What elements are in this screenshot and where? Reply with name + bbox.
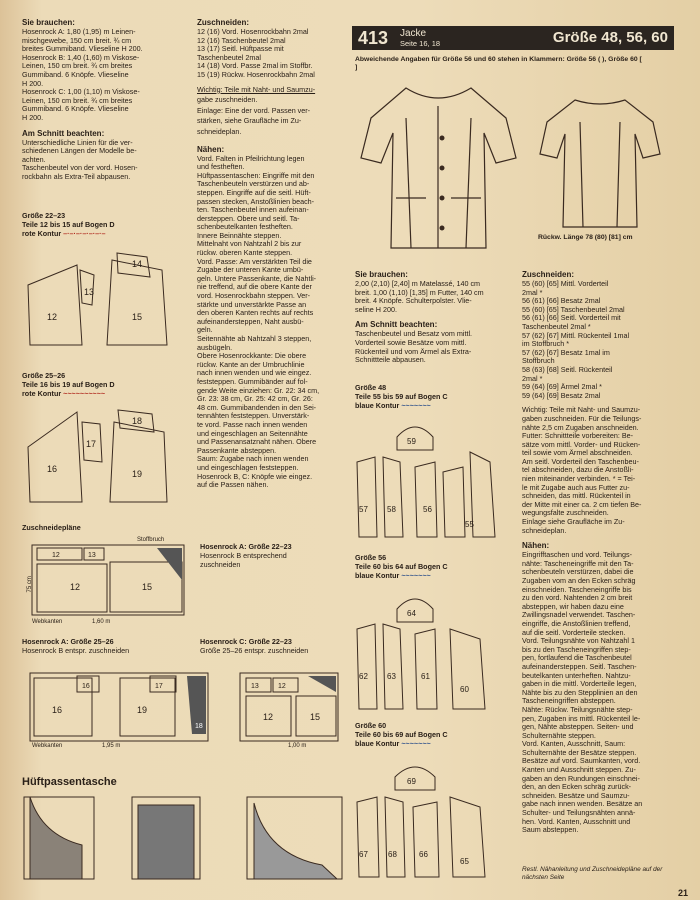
c4-cut-line: 55 (60) [65] Taschenbeutel 2mal xyxy=(522,304,625,314)
page-number: 21 xyxy=(677,888,688,898)
c3-cut-title: Am Schnitt beachten: xyxy=(355,320,438,330)
c4-wichtig-line: nien miteinander verbinden. * = Tei- xyxy=(522,474,636,484)
sew-line: Vord. Passe: Am verstärkten Teil die xyxy=(197,256,312,266)
c3-need-title: Sie brauchen: xyxy=(355,270,408,279)
c4-sew-line: pen, Zugaben ins mittl. Rückenteil le- xyxy=(522,713,641,723)
sew-list xyxy=(197,155,342,490)
c4-wichtig-line: der Mitte mit einer ca. 2 cm tiefen Be- xyxy=(522,499,642,509)
c4-sew-line: Schulter- und Teilungsnähten annä- xyxy=(522,808,636,818)
sew-line: und festheften. xyxy=(197,162,245,172)
c4-sew-line: gaben an den Rundungen einschnei- xyxy=(522,773,640,783)
c4-sew-line: Eingrifftaschen und vord. Teilungs- xyxy=(522,550,633,560)
einlage-line1: Einlage: Eine der vord. Passen ver- xyxy=(197,105,311,115)
column-1 xyxy=(22,18,187,182)
sew-line: Hüftpassentaschen: Eingriffe mit den xyxy=(197,170,315,180)
pattern-size-22-23 xyxy=(22,245,172,355)
cut-note-line: achten. xyxy=(22,154,46,164)
c4-wichtig-line: nähte 2,5 cm Zugaben anschneiden. xyxy=(522,422,639,432)
c4-wichtig-line: tel abschneiden, dazu die Anstoßli- xyxy=(522,465,634,475)
c4-sew-line: absteppen, wir haben dazu eine xyxy=(522,601,624,611)
sew-line: Mittelnaht von Nahtzahl 2 bis zur xyxy=(197,239,302,249)
cut-note-line: Taschenbeutel von der vord. Hosen- xyxy=(22,163,138,173)
svg-text:12: 12 xyxy=(70,582,81,592)
layout-plan-a-22-23 xyxy=(22,537,187,628)
svg-text:16: 16 xyxy=(52,705,63,715)
pattern-size-25-26 xyxy=(22,402,172,512)
need-line: Leinen, 150 cm breit. ¾ cm breites xyxy=(22,95,133,105)
size1-sub: Teile 12 bis 15 auf Bogen D xyxy=(22,220,115,229)
sew-line: geln. Untere Passenkante, die Nahtli- xyxy=(197,273,317,283)
c4-sew-line: gen, Nähte absteppen. Seiten- und xyxy=(522,722,634,732)
piece-62: 62 xyxy=(359,672,368,681)
piece-18: 18 xyxy=(132,416,143,426)
sew-line: und Passenansatznaht nähen. Obere xyxy=(197,437,317,447)
stoffbruch-label: Stoffbruch xyxy=(137,537,165,543)
sew-line: rückw. Kante an der Umbruchlinie xyxy=(197,359,305,369)
wichtig-line1 xyxy=(197,86,342,95)
sew-line: Gr. 23: 38 cm, Gr. 25: 42 cm, Gr. 26: xyxy=(197,394,313,404)
width-label-3: 1,00 m xyxy=(288,743,307,749)
sew-line: ten. Taschenbeutel innen aufeinan- xyxy=(197,205,309,215)
pattern-number: 413 xyxy=(358,28,389,48)
piece-58: 58 xyxy=(387,505,396,514)
sew-line: und eingeschlagen an Seitennähte xyxy=(197,428,308,438)
cut-note-line: schiedenen Längen der Modelle be- xyxy=(22,146,137,156)
piece-61: 61 xyxy=(421,672,430,681)
c4-cut-line: 55 (60) [65] Mittl. Vorderteil xyxy=(522,279,609,288)
sew-line: auf die Passen nähen. xyxy=(197,480,269,490)
sew-line: gende Weite einziehen: Gr. 22: 34 cm, xyxy=(197,385,320,395)
c4-cut-line: 57 (62) [67] Besatz 1mal im xyxy=(522,347,610,357)
sew-line: Taschenbeuteln verstürzen und ab- xyxy=(197,179,310,189)
c4-cut-line: 59 (64) [69] Ärmel 2mal * xyxy=(522,382,602,392)
svg-text:12: 12 xyxy=(263,712,274,722)
c3-need-line: seline H 200. xyxy=(355,304,397,314)
size1-kontur: rote Kontur –·–·–·–·–·–·– xyxy=(22,229,106,238)
piece-57: 57 xyxy=(359,505,368,514)
cut-note-title: Am Schnitt beachten: xyxy=(22,128,105,138)
g56-kontur: blaue Kontur ~~~~~~~ xyxy=(355,571,431,580)
c4-wichtig-line: wegungsfalte zuschneiden. xyxy=(522,508,609,518)
plans-title: Zuschneidepläne xyxy=(22,523,81,532)
cut-note-list xyxy=(22,139,187,182)
plan-a-25-26-sub: Hosenrock B entspr. zuschneiden xyxy=(22,646,130,655)
sew-line: aufeinandersteppen, Naht ausbü- xyxy=(197,316,304,326)
pattern-name: Jacke xyxy=(400,28,427,39)
need-title: Sie brauchen: xyxy=(22,18,75,27)
c4-sew-line: beutelkanten unterheften. Nahtzu- xyxy=(522,670,631,680)
c4-sew-list xyxy=(522,551,677,835)
g56-title: Größe 56 xyxy=(355,553,387,562)
cut-line: 13 (17) Seitl. Hüftpasse mit xyxy=(197,44,284,54)
need-line: H 200. xyxy=(22,78,44,88)
cut-line: 15 (19) Rückw. Hosenrockbahn 2mal xyxy=(197,69,315,79)
c4-sew-line: Nähte bis zu den Stepplinien an den xyxy=(522,687,638,697)
c4-sew-line: Besätze auf vord. Saumkanten, vord. xyxy=(522,756,641,766)
pattern-size-56 xyxy=(355,584,505,714)
height-label: 75 cm xyxy=(26,576,33,593)
piece-14: 14 xyxy=(132,259,143,269)
c4-sew-line: Tascheneingriffen absteppen. xyxy=(522,696,616,706)
c4-sew-title: Nähen: xyxy=(522,541,550,551)
layout-plan-c xyxy=(238,668,342,748)
c4-wichtig-line: Futter: Schnittteile vorbereiten: Be- xyxy=(522,431,634,441)
c4-wichtig-line: teil sowie vom Ärmel abschneiden. xyxy=(522,448,633,458)
sew-line: dersteppen. Obere und seitl. Ta- xyxy=(197,213,300,223)
c4-sew-line: Vord. Teilungsnähte von Nahtzahl 1 xyxy=(522,636,635,646)
need-line: Hosenrock A: 1,80 (1,95) m Leinen- xyxy=(22,27,136,36)
sew-line: 48 cm. Gummibandenden in den Sei- xyxy=(197,402,317,412)
einlage-line3: schneideplan. xyxy=(197,126,242,136)
c4-sew-line: Zwillingsnadel verwendet. Taschen- xyxy=(522,610,636,620)
c3-need-line: 2,00 (2,10) [2,40] m Matelassé, 140 cm xyxy=(355,279,481,288)
need-line: Leinen, 150 cm breit. ¾ cm breites xyxy=(22,61,133,71)
width-label: 1,60 m xyxy=(92,619,111,625)
c4-sew-line: schenbeuteln verstürzen, dabei die xyxy=(522,567,634,577)
piece-12: 12 xyxy=(47,312,58,322)
svg-text:13: 13 xyxy=(251,683,259,690)
c4-sew-line: gaben in die mittl. Vorderteile legen, xyxy=(522,679,637,689)
cut-list xyxy=(197,28,342,80)
svg-text:19: 19 xyxy=(137,705,148,715)
c4-wichtig-line: Einlage siehe Graufläche im Zu- xyxy=(522,517,625,527)
c4-cut-line: 56 (61) [66] Seitl. Vorderteil mit xyxy=(522,313,621,323)
column-2 xyxy=(197,18,342,490)
c4-cut-line: 57 (62) [67] Mittl. Rückenteil 1mal xyxy=(522,330,630,340)
c4-sew-line: den, an den Ecken schräg zurück- xyxy=(522,782,632,792)
g48-kontur: blaue Kontur ~~~~~~~ xyxy=(355,401,431,410)
wichtig-text: Wichtig: Teile mit Naht- und Saumzu- xyxy=(197,84,316,94)
c3-need-list xyxy=(355,280,515,314)
sew-line: nach innen wenden und wie eingez. xyxy=(197,368,312,378)
c4-sew-line: eingriffe, die Anstoßlinien treffend, xyxy=(522,618,631,628)
size1-title: Größe 22–23 xyxy=(22,211,66,220)
pattern-size-60 xyxy=(355,752,505,882)
cut-line: 12 (16) Vord. Hosenrockbahn 2mal xyxy=(197,27,309,36)
cut-note-line: Unterschiedliche Linien für die ver- xyxy=(22,137,133,147)
svg-text:15: 15 xyxy=(310,712,321,722)
c4-wichtig-line: le mit Zugabe auch aus Futter zu- xyxy=(522,482,630,492)
sew-title: Nähen: xyxy=(197,144,225,154)
sew-line: Seitennähte ab Nahtzahl 3 steppen, xyxy=(197,334,312,343)
c4-sew-line: zu den vord. Nahtenden 2 cm breit xyxy=(522,593,633,603)
c4-wichtig-line: sätze vom mittl. Vorder- und Rücken- xyxy=(522,439,641,449)
back-length: Rückw. Länge 78 (80) [81] cm xyxy=(538,234,633,241)
c3-cut-line: Taschenbeutel und Besatz vom mittl. xyxy=(355,329,473,339)
piece-55: 55 xyxy=(465,520,474,529)
c4-sew-line: nähte: Tascheneingriffe mit den Ta- xyxy=(522,558,634,568)
size2-sub: Teile 16 bis 19 auf Bogen D xyxy=(22,380,115,389)
c3-cut-list xyxy=(355,330,515,364)
jacket-front-drawing xyxy=(356,78,521,258)
c4-cut-line: 59 (64) [69] Besatz 2mal xyxy=(522,390,601,400)
piece-15: 15 xyxy=(132,312,143,322)
footer-note: Restl. Nähanleitung und Zuschneidepläne auf der nächsten Seite xyxy=(522,866,663,881)
c4-sew-line: Schulternähte der Besätze steppen. xyxy=(522,747,637,757)
svg-text:13: 13 xyxy=(88,552,96,559)
webkanten-label-2: Webkanten xyxy=(32,743,63,749)
sew-line: steppen. Eingriffe auf die seitl. Hüft- xyxy=(197,187,311,197)
piece-13: 13 xyxy=(84,287,95,297)
sew-line: rückw. oberen Kante steppen. xyxy=(197,248,293,258)
width-label-2: 1,95 m xyxy=(102,743,121,749)
c4-sew-line: aufeinandersteppen. Seitl. Taschen- xyxy=(522,661,637,671)
sew-line: Obere Hosenrockkante: Die obere xyxy=(197,351,307,361)
piece-17: 17 xyxy=(86,439,97,449)
pattern-header xyxy=(352,26,674,50)
cut-title: Zuschneiden: xyxy=(197,18,250,27)
svg-text:12: 12 xyxy=(278,683,286,690)
sew-line: passen stecken, Anstoßlinien beach- xyxy=(197,196,315,206)
piece-16: 16 xyxy=(47,464,58,474)
hueftpasse-diagrams xyxy=(22,795,344,885)
g48-kontur-text: blaue Kontur xyxy=(355,401,400,410)
einlage-line2: stärken, siehe Graufläche im Zu- xyxy=(197,116,302,126)
cut-note-line: rockbahn als Extra-Teil abpausen. xyxy=(22,171,131,181)
sew-line: tennähten feststeppen. Unverstärk- xyxy=(197,411,310,421)
piece-64: 64 xyxy=(407,609,416,618)
plan-a-25-26-title: Hosenrock A: Größe 25–26 xyxy=(22,637,114,646)
sew-line: Saum: Zugabe nach innen wenden xyxy=(197,454,309,464)
hueftpasse-title: Hüftpassentasche xyxy=(22,776,117,788)
c4-wichtig-line: schneideplan. xyxy=(522,525,567,535)
svg-text:15: 15 xyxy=(142,582,153,592)
sew-line: Zugabe der unteren Kante umbü- xyxy=(197,265,304,275)
sew-line: den oberen Kanten rechts auf rechts xyxy=(197,308,314,318)
c4-sew-line: auf die seitl. Vorderteile stecken. xyxy=(522,627,626,637)
sew-line: stärkte und unverstärkte Passe an xyxy=(197,299,307,309)
pattern-sizes: Größe 48, 56, 60 xyxy=(552,29,668,46)
svg-text:12: 12 xyxy=(52,552,60,559)
svg-text:16: 16 xyxy=(82,683,90,690)
plan-a-22-23-title: Hosenrock A: Größe 22–23 xyxy=(200,542,292,551)
layout-plan-a-25-26 xyxy=(22,668,212,748)
sew-line: geln. xyxy=(197,325,213,335)
c4-sew-line: Schulternähte steppen. xyxy=(522,730,596,740)
piece-67: 67 xyxy=(359,850,368,859)
c4-sew-line: bis zu den Tascheneingriffen step- xyxy=(522,644,631,654)
sew-line: ausbügeln. xyxy=(197,342,233,352)
wichtig-line2: gabe zuschneiden. xyxy=(197,95,258,105)
size-note: Abweichende Angaben für Größe 56 und 60 stehen in Klammern: Größe 56 ( ), Größe 60 [ ] xyxy=(355,56,642,71)
piece-56: 56 xyxy=(423,505,432,514)
need-line: mischgewebe, 150 cm breit. ¾ cm xyxy=(22,35,132,45)
sew-line: Vord. Falten in Pfeilrichtung legen xyxy=(197,153,305,163)
c4-wichtig-line: schneiden, das mittl. Rückenteil in xyxy=(522,491,631,501)
size2-kontur: rote Kontur ~~~~~~~~~~ xyxy=(22,389,106,398)
c4-cut-line: 56 (61) [66] Besatz 2mal xyxy=(522,296,601,306)
g60-title: Größe 60 xyxy=(355,721,387,730)
c4-cut-title: Zuschneiden: xyxy=(522,270,575,279)
c4-cut-line: im Stoffbruch * xyxy=(522,339,570,349)
c4-wichtig-line: Am seitl. Vorderteil den Taschenbeu- xyxy=(522,456,639,466)
c4-sew-line: pen, fortlaufend die Taschenbeutel xyxy=(522,653,632,663)
c4-sew-line: Vord. Kanten, Ausschnitt, Saum: xyxy=(522,739,626,749)
c4-cut-line: 58 (63) [68] Seitl. Rückenteil xyxy=(522,364,613,374)
need-line: Gummiband. 6 Knöpfe. Vlieseline xyxy=(22,69,129,79)
sew-line: schenbeutelkanten festheften. xyxy=(197,222,293,232)
c4-sew-line: Kanten und Ausschnitt steppen. Zu- xyxy=(522,765,636,775)
cut-line: Taschenbeutel 2mal xyxy=(197,52,261,62)
c3-need-line: breit. 4 Knöpfe. Schulterpolster. Vlie- xyxy=(355,296,472,306)
sew-line: Hosenrock B, C: Knöpfe wie eingez. xyxy=(197,471,313,481)
piece-68: 68 xyxy=(388,850,397,859)
piece-69: 69 xyxy=(407,777,416,786)
svg-text:18: 18 xyxy=(195,723,203,730)
sew-line: Passenkante absteppen. xyxy=(197,445,277,455)
pattern-size-48 xyxy=(355,412,505,542)
c3-cut-line: Vorderteil sowie Besätze vom mittl. xyxy=(355,337,467,347)
piece-19: 19 xyxy=(132,469,143,479)
sew-line: und eingeschlagen feststeppen. xyxy=(197,462,299,472)
c4-cut-line: 2mal * xyxy=(522,287,543,297)
c4-cut-list xyxy=(522,280,677,400)
g56-kontur-text: blaue Kontur xyxy=(355,571,400,580)
need-list xyxy=(22,28,187,123)
cut-line: 14 (18) Vord. Passe 2mal im Stoffbr. xyxy=(197,61,313,71)
c4-cut-line: Stoffbruch xyxy=(522,356,555,366)
cut-line: 12 (16) Taschenbeutel 2mal xyxy=(197,35,286,45)
c3-cut-line: Rückenteil und vom Ärmel als Extra- xyxy=(355,346,472,356)
c4-wichtig-line: Wichtig: Teile mit Naht- und Saumzu- xyxy=(522,405,641,415)
c3-cut-line: Schnittteile abpausen. xyxy=(355,355,426,365)
c4-sew-line: Saum absteppen. xyxy=(522,825,579,835)
sew-line: te vord. Passe nach innen wenden xyxy=(197,419,308,429)
c4-wichtig-list xyxy=(522,406,677,535)
webkanten-label: Webkanten xyxy=(32,619,63,625)
plan-a-22-23-sub1: Hosenrock B entsprechend xyxy=(200,551,287,560)
c4-sew-line: Nähte: Rückw. Teilungsnähte step- xyxy=(522,704,633,714)
c4-cut-line: 2mal * xyxy=(522,373,543,383)
size2-kontur-text: rote Kontur xyxy=(22,389,62,398)
c4-sew-line: hen. Vord. Kanten, Ausschnitt und xyxy=(522,816,631,826)
c4-sew-line: einschneiden. Tascheneingriffe bis xyxy=(522,584,632,594)
g60-kontur-text: blaue Kontur xyxy=(355,739,400,748)
need-line: H 200. xyxy=(22,112,44,122)
sew-line: feststeppen. Gummibänder auf fol- xyxy=(197,376,308,386)
g60-sub: Teile 60 bis 69 auf Bogen C xyxy=(355,730,448,739)
sew-line: Innere Beinnähte steppen. xyxy=(197,230,282,240)
column-4 xyxy=(522,270,677,835)
sew-line: nie treffend, auf die obere Kante der xyxy=(197,282,312,292)
size2-title: Größe 25–26 xyxy=(22,371,66,380)
need-line: Gummiband. 6 Knöpfe. Vlieseline xyxy=(22,104,129,114)
c4-wichtig-line: gaben zuschneiden. Für die Teilungs- xyxy=(522,413,642,423)
g60-kontur: blaue Kontur ~~~~~~~ xyxy=(355,739,431,748)
need-line: Hosenrock C: 1,00 (1,10) m Viskose- xyxy=(22,87,140,97)
plan-a-22-23-sub2: zuschneiden xyxy=(200,560,241,569)
piece-60: 60 xyxy=(460,685,469,694)
piece-59: 59 xyxy=(407,437,416,446)
piece-65: 65 xyxy=(460,857,469,866)
plan-c-sub: Größe 25–26 entspr. zuschneiden xyxy=(200,646,309,655)
c4-sew-line: Zugaben vom an den Ecken schräg xyxy=(522,576,636,585)
pattern-pages: Seite 16, 18 xyxy=(400,39,441,48)
need-line: breites Gummiband. Vlieseline H 200. xyxy=(22,44,143,54)
piece-66: 66 xyxy=(419,850,428,859)
plan-c-title: Hosenrock C: Größe 22–23 xyxy=(200,637,292,646)
size1-kontur-text: rote Kontur xyxy=(22,229,62,238)
g48-sub: Teile 55 bis 59 auf Bogen C xyxy=(355,392,448,401)
c3-need-line: breit. 1,00 (1,10) [1,35] m Futter, 140 cm xyxy=(355,287,484,297)
c4-sew-line: schneiden. Besätze und Saumzu- xyxy=(522,790,630,800)
jacket-back-drawing xyxy=(535,92,665,232)
piece-63: 63 xyxy=(387,672,396,681)
column-3 xyxy=(355,270,515,365)
c4-sew-line: gabe nach innen wenden. Besätze an xyxy=(522,799,643,809)
sew-line: vord. Hosenrockbahn steppen. Ver- xyxy=(197,291,311,301)
svg-text:17: 17 xyxy=(155,683,163,690)
need-line: Hosenrock B: 1,40 (1,60) m Viskose- xyxy=(22,52,140,62)
g48-title: Größe 48 xyxy=(355,383,387,392)
c4-cut-line: Taschenbeutel 2mal * xyxy=(522,321,591,331)
g56-sub: Teile 60 bis 64 auf Bogen C xyxy=(355,562,448,571)
